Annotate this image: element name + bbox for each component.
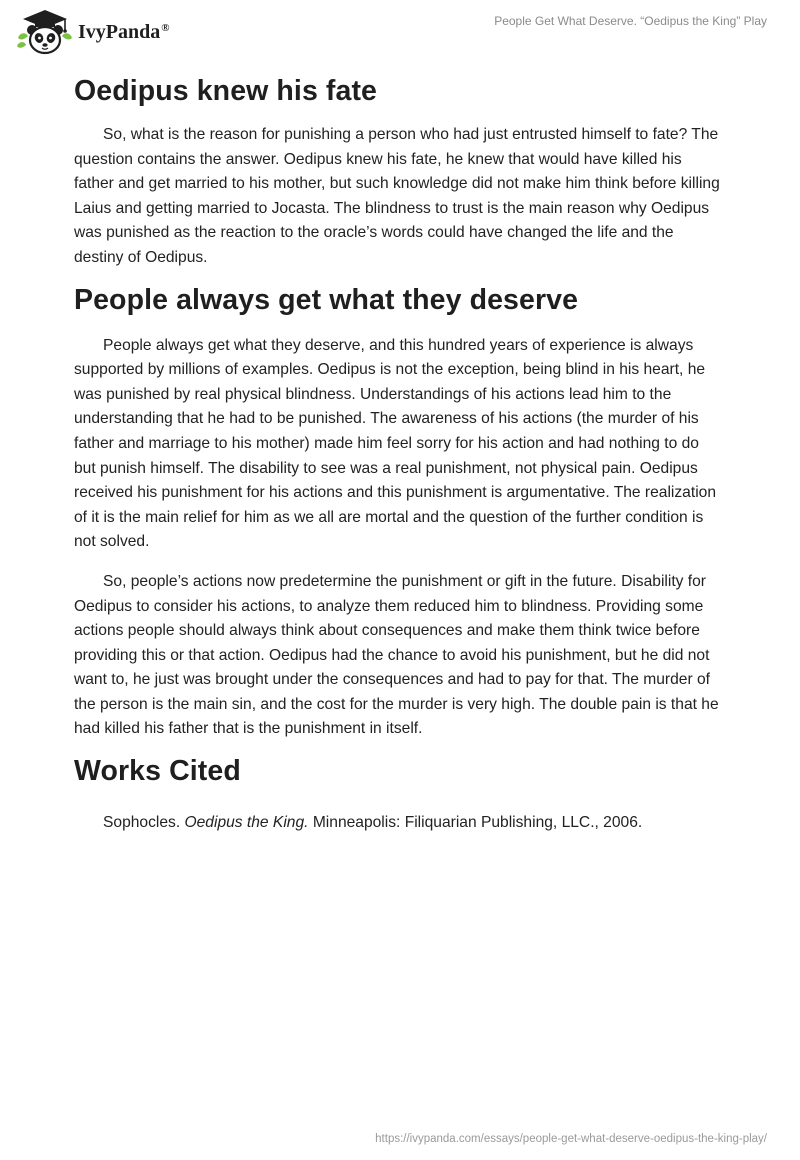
- registered-mark: ®: [161, 22, 170, 34]
- running-title: People Get What Deserve. “Oedipus the King” Play: [494, 14, 767, 28]
- source-url[interactable]: https://ivypanda.com/essays/people-get-what-deserve-oedipus-the-king-play/: [375, 1133, 767, 1145]
- section-heading: Oedipus knew his fate: [74, 75, 378, 107]
- panda-graduation-cap-icon: [14, 8, 76, 58]
- section-paragraph: People always get what they deserve, and this hundred years of experience is always supported by millions of examples. Oedipus is not the exception, being blind in his heart, he was punished by real physical blindness. Understandings of his actions lead him to the understanding that he had to be punished. The awareness of his actions (the murder of his father and marriage to his mother) made him feel sorry for his action and had nothing to do but punish himself. The disability to see was a real punishment, not physical pain. Oedipus received his punishment for his actions and this punishment is argumentative. The realization of it is the main relief for him as we all are mortal and the question of the further condition is not solved.: [74, 336, 717, 551]
- citation-entry: [74, 811, 724, 836]
- section-heading: People always get what they deserve: [74, 283, 579, 316]
- citation-author: Sophocles.: [103, 814, 181, 832]
- section-paragraph: So, people’s actions now predetermine the punishment or gift in the future. Disability for Oedipus to consider his actions, to analyze them reduced him to blindness. Providing some actions people should always think about consequences and make them think twice before providing this or that action. Oedipus had the chance to avoid his punishment, but he did not want to, he just was brought under the consequences and had to pay for that. The murder of the person is the main sin, and the cost for the murder is very high. The double pain is that he had killed his father that is the punishment in itself.: [74, 572, 719, 738]
- section-paragraph: So, what is the reason for punishing a person who had just entrusted himself to fate? The question contains the answer. Oedipus knew his fate, he knew that would have killed his father and get married to his mother, but such knowledge did not make him think before killing Laius and getting married to Jocasta. The blindness to trust is the main reason why Oedipus was punished as the reaction to the oracle’s words could have changed the life and the destiny of Oedipus.: [74, 126, 720, 266]
- logo-name: IvyPanda: [78, 21, 161, 43]
- page-header: [0, 0, 800, 64]
- citation-title: Oedipus the King.: [184, 814, 309, 832]
- ivypanda-logo[interactable]: [14, 8, 214, 58]
- citation-publisher: Minneapolis: Filiquarian Publishing, LLC., 2006.: [312, 814, 643, 832]
- essay-content: [74, 68, 724, 836]
- logo-wordmark: [78, 21, 169, 44]
- works-cited-heading: Works Cited: [74, 755, 241, 788]
